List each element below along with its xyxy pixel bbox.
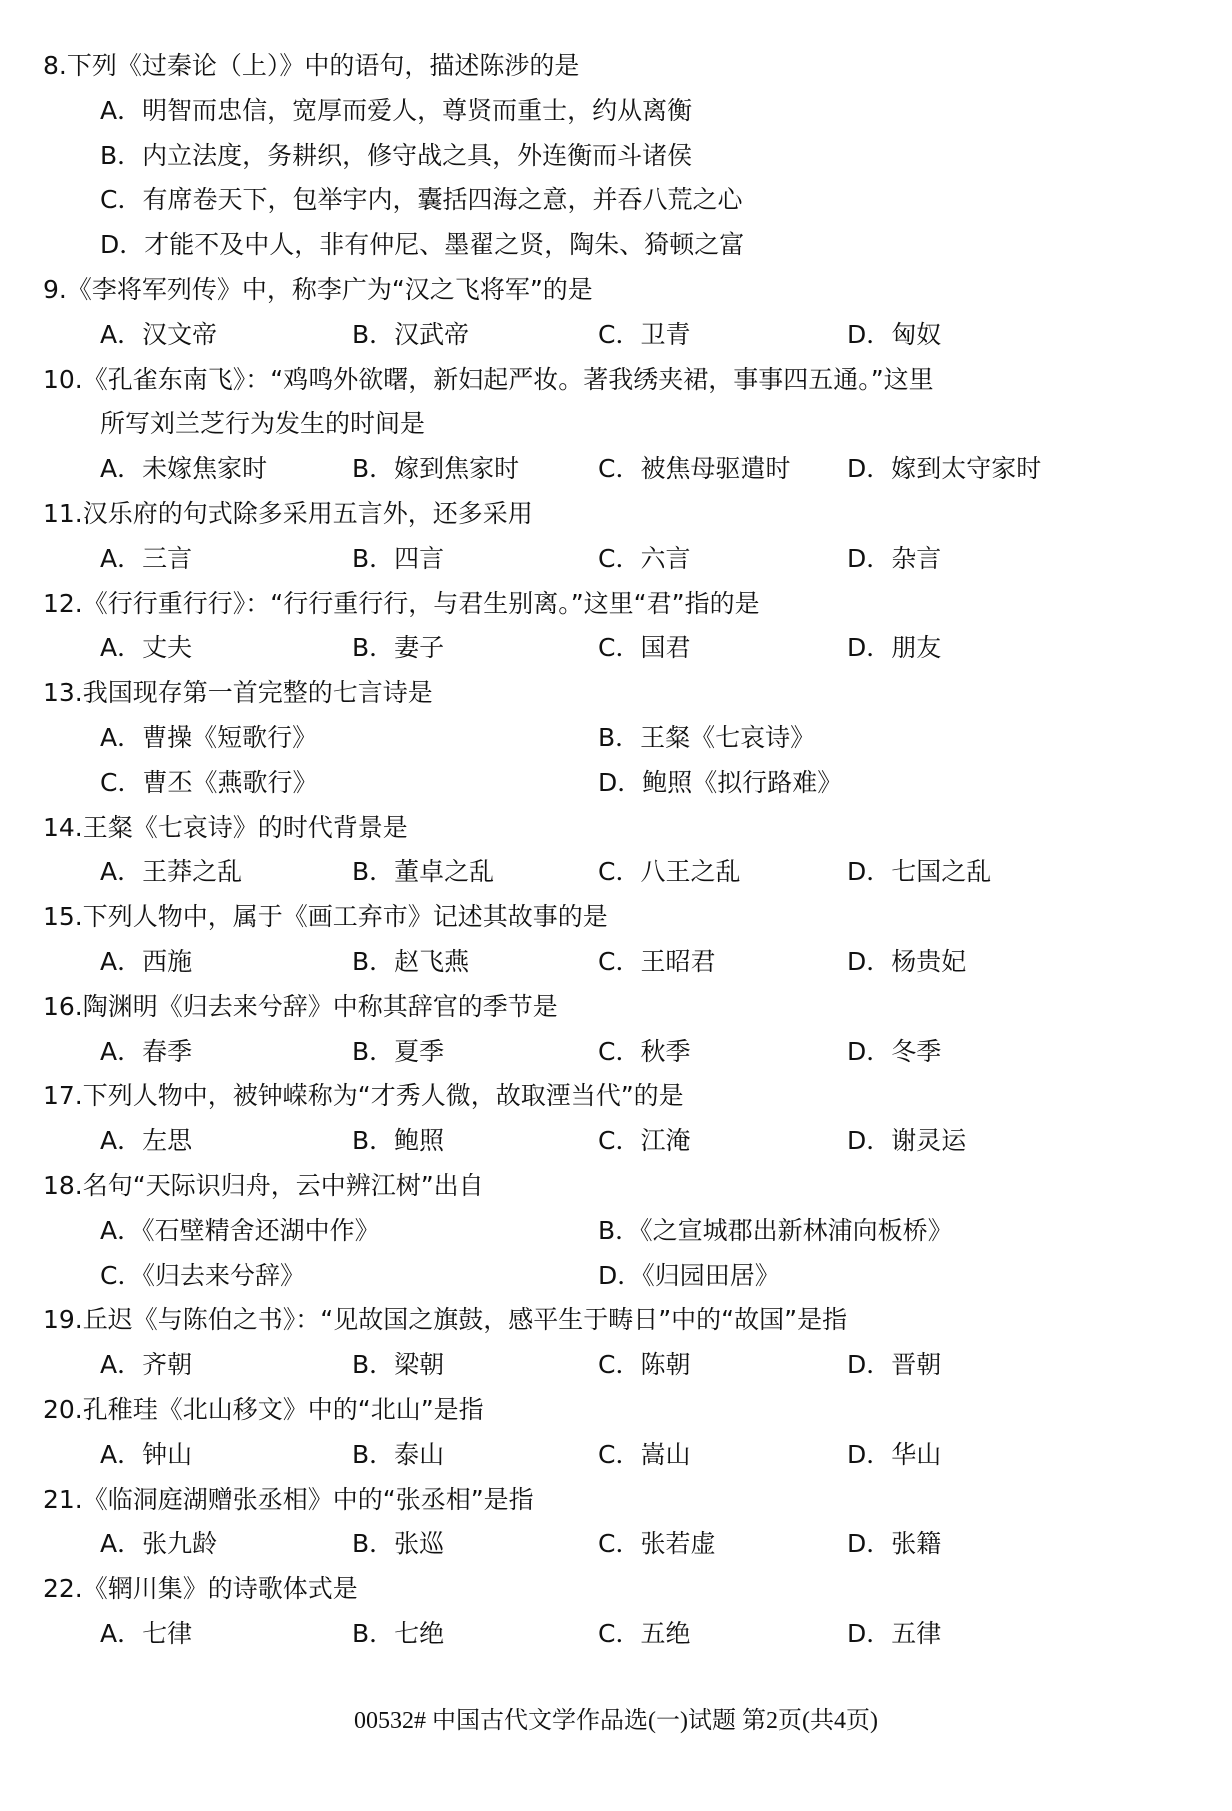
option-row	[0, 313, 1232, 358]
answer-option: A．张九龄	[100, 1529, 218, 1559]
question-number: 15.	[43, 902, 83, 932]
question-text: 《临洞庭湖赠张丞相》中的“张丞相”是指	[82, 1484, 534, 1514]
answer-option: B．内立法度，务耕织，修守战之具，外连衡而斗诸侯	[100, 140, 693, 170]
question-9	[0, 268, 1232, 358]
option-row	[0, 134, 1232, 179]
exam-page-content	[0, 44, 1232, 1657]
option-row	[0, 1119, 1232, 1164]
question-12	[0, 582, 1232, 672]
question-stem	[0, 806, 1232, 851]
question-text: 陶渊明《归去来兮辞》中称其辞官的季节是	[82, 991, 558, 1021]
option-row	[0, 761, 1232, 806]
answer-option: D．华山	[847, 1439, 942, 1469]
question-18	[0, 1164, 1232, 1298]
question-14	[0, 806, 1232, 896]
answer-option: B．王粲《七哀诗》	[598, 722, 816, 752]
answer-option: C．陈朝	[598, 1350, 691, 1380]
question-20	[0, 1388, 1232, 1478]
answer-option: D．冬季	[847, 1036, 942, 1066]
answer-option: A．钟山	[100, 1439, 193, 1469]
answer-option: C．六言	[598, 543, 691, 573]
question-number: 11.	[43, 498, 83, 528]
option-row	[0, 940, 1232, 985]
question-22	[0, 1567, 1232, 1657]
answer-option: C．被焦母驱遣时	[598, 454, 791, 484]
question-stem	[0, 985, 1232, 1030]
question-17	[0, 1074, 1232, 1164]
answer-option: D．匈奴	[847, 319, 942, 349]
question-21	[0, 1478, 1232, 1568]
question-stem	[0, 1388, 1232, 1433]
answer-option: B．赵飞燕	[352, 946, 470, 976]
question-stem	[0, 895, 1232, 940]
answer-option: B．董卓之乱	[352, 857, 495, 887]
question-text: 所写刘兰芝行为发生的时间是	[100, 409, 426, 439]
question-stem	[0, 1298, 1232, 1343]
question-stem	[0, 671, 1232, 716]
option-row	[0, 1030, 1232, 1075]
option-row	[0, 447, 1232, 492]
question-number: 10.	[43, 364, 83, 394]
question-stem	[0, 1074, 1232, 1119]
answer-option: C．嵩山	[598, 1439, 691, 1469]
answer-option: C．《归去来兮辞》	[100, 1260, 305, 1290]
question-stem	[0, 268, 1232, 313]
question-number: 22.	[43, 1574, 83, 1604]
answer-option: B．四言	[352, 543, 445, 573]
answer-option: D．七国之乱	[847, 857, 992, 887]
answer-option: B．七绝	[352, 1618, 445, 1648]
question-text: 《孔雀东南飞》：“鸡鸣外欲曙，新妇起严妆。著我绣夹裙，事事四五通。”这里	[82, 364, 934, 394]
answer-option: B．张巡	[352, 1529, 445, 1559]
question-19	[0, 1298, 1232, 1388]
question-number: 20.	[43, 1394, 83, 1424]
answer-option: C．有席卷天下，包举宇内，囊括四海之意，并吞八荒之心	[100, 185, 743, 215]
option-row	[0, 850, 1232, 895]
question-number: 13.	[43, 678, 83, 708]
question-10	[0, 358, 1232, 492]
question-number: 18.	[43, 1170, 83, 1200]
question-number: 17.	[43, 1081, 83, 1111]
answer-option: B．嫁到焦家时	[352, 454, 520, 484]
answer-option: D．嫁到太守家时	[847, 454, 1042, 484]
answer-option: D．杨贵妃	[847, 946, 967, 976]
answer-option: D．《归园田居》	[598, 1260, 780, 1290]
question-number: 21.	[43, 1484, 83, 1514]
answer-option: C．八王之乱	[598, 857, 741, 887]
answer-option: B．泰山	[352, 1439, 445, 1469]
question-text: 名句“天际识归舟，云中辨江树”出自	[82, 1170, 484, 1200]
answer-option: A．丈夫	[100, 633, 193, 663]
question-text: 《行行重行行》：“行行重行行，与君生别离。”这里“君”指的是	[82, 588, 760, 618]
question-11	[0, 492, 1232, 582]
option-row	[0, 1433, 1232, 1478]
answer-option: C．国君	[598, 633, 691, 663]
answer-option: D．晋朝	[847, 1350, 942, 1380]
option-row	[0, 1522, 1232, 1567]
question-text: 王粲《七哀诗》的时代背景是	[82, 812, 408, 842]
answer-option: A．齐朝	[100, 1350, 193, 1380]
answer-option: A．西施	[100, 946, 193, 976]
answer-option: C．张若虚	[598, 1529, 716, 1559]
answer-option: A．明智而忠信，宽厚而爱人，尊贤而重士，约从离衡	[100, 95, 693, 125]
question-13	[0, 671, 1232, 805]
question-number: 14.	[43, 812, 83, 842]
answer-option: C．江淹	[598, 1126, 691, 1156]
question-stem	[0, 1478, 1232, 1523]
question-stem	[0, 1164, 1232, 1209]
answer-option: A．汉文帝	[100, 319, 218, 349]
answer-option: A．曹操《短歌行》	[100, 722, 318, 752]
answer-option: B．《之宣城郡出新林浦向板桥》	[598, 1215, 953, 1245]
option-row	[0, 537, 1232, 582]
answer-option: D．谢灵运	[847, 1126, 967, 1156]
question-8	[0, 44, 1232, 268]
page-footer: 00532# 中国古代文学作品选(一)试题 第2页(共4页)	[354, 1708, 878, 1734]
answer-option: A．《石壁精舍还湖中作》	[100, 1215, 380, 1245]
question-text: 我国现存第一首完整的七言诗是	[82, 678, 433, 708]
answer-option: D．才能不及中人，非有仲尼、墨翟之贤，陶朱、猗顿之富	[100, 230, 745, 260]
answer-option: B．汉武帝	[352, 319, 470, 349]
answer-option: C．秋季	[598, 1036, 691, 1066]
question-15	[0, 895, 1232, 985]
answer-option: D．张籍	[847, 1529, 942, 1559]
answer-option: B．梁朝	[352, 1350, 445, 1380]
question-text: 丘迟《与陈伯之书》：“见故国之旗鼓，感平生于畴日”中的“故国”是指	[82, 1305, 848, 1335]
question-text: 汉乐府的句式除多采用五言外，还多采用	[82, 498, 533, 528]
option-row	[0, 1612, 1232, 1657]
question-number: 8.	[43, 51, 67, 80]
answer-option: A．春季	[100, 1036, 193, 1066]
question-stem	[0, 44, 1232, 89]
question-text: 下列《过秦论（上）》中的语句，描述陈涉的是	[66, 51, 580, 80]
answer-option: D．五律	[847, 1618, 942, 1648]
question-stem	[0, 358, 1232, 403]
option-row	[0, 223, 1232, 268]
question-text: 孔稚珪《北山移文》中的“北山”是指	[82, 1394, 484, 1424]
answer-option: B．妻子	[352, 633, 445, 663]
option-row	[0, 89, 1232, 134]
question-16	[0, 985, 1232, 1075]
answer-option: A．三言	[100, 543, 193, 573]
answer-option: A．王莽之乱	[100, 857, 243, 887]
question-stem	[0, 582, 1232, 627]
option-row	[0, 716, 1232, 761]
answer-option: C．五绝	[598, 1618, 691, 1648]
option-row	[0, 1343, 1232, 1388]
question-stem	[0, 492, 1232, 537]
answer-option: D．杂言	[847, 543, 942, 573]
question-text: 下列人物中，被钟嵘称为“才秀人微，故取湮当代”的是	[82, 1081, 684, 1111]
option-row	[0, 1254, 1232, 1299]
answer-option: A．左思	[100, 1126, 193, 1156]
option-row	[0, 178, 1232, 223]
answer-option: D．鲍照《拟行路难》	[598, 767, 843, 797]
question-text: 《李将军列传》中，称李广为“汉之飞将军”的是	[66, 274, 593, 304]
question-text: 《辋川集》的诗歌体式是	[82, 1574, 358, 1604]
question-text: 下列人物中，属于《画工弃市》记述其故事的是	[82, 902, 608, 932]
question-number: 9.	[43, 274, 67, 304]
answer-option: C．曹丕《燕歌行》	[100, 767, 318, 797]
answer-option: C．王昭君	[598, 946, 716, 976]
question-number: 12.	[43, 588, 83, 618]
answer-option: B．鲍照	[352, 1126, 445, 1156]
option-row	[0, 626, 1232, 671]
answer-option: A．未嫁焦家时	[100, 454, 268, 484]
answer-option: C．卫青	[598, 319, 691, 349]
question-number: 19.	[43, 1305, 83, 1335]
answer-option: D．朋友	[847, 633, 942, 663]
option-row	[0, 1209, 1232, 1254]
question-number: 16.	[43, 991, 83, 1021]
answer-option: A．七律	[100, 1618, 193, 1648]
question-stem	[0, 402, 1232, 447]
answer-option: B．夏季	[352, 1036, 445, 1066]
question-stem	[0, 1567, 1232, 1612]
